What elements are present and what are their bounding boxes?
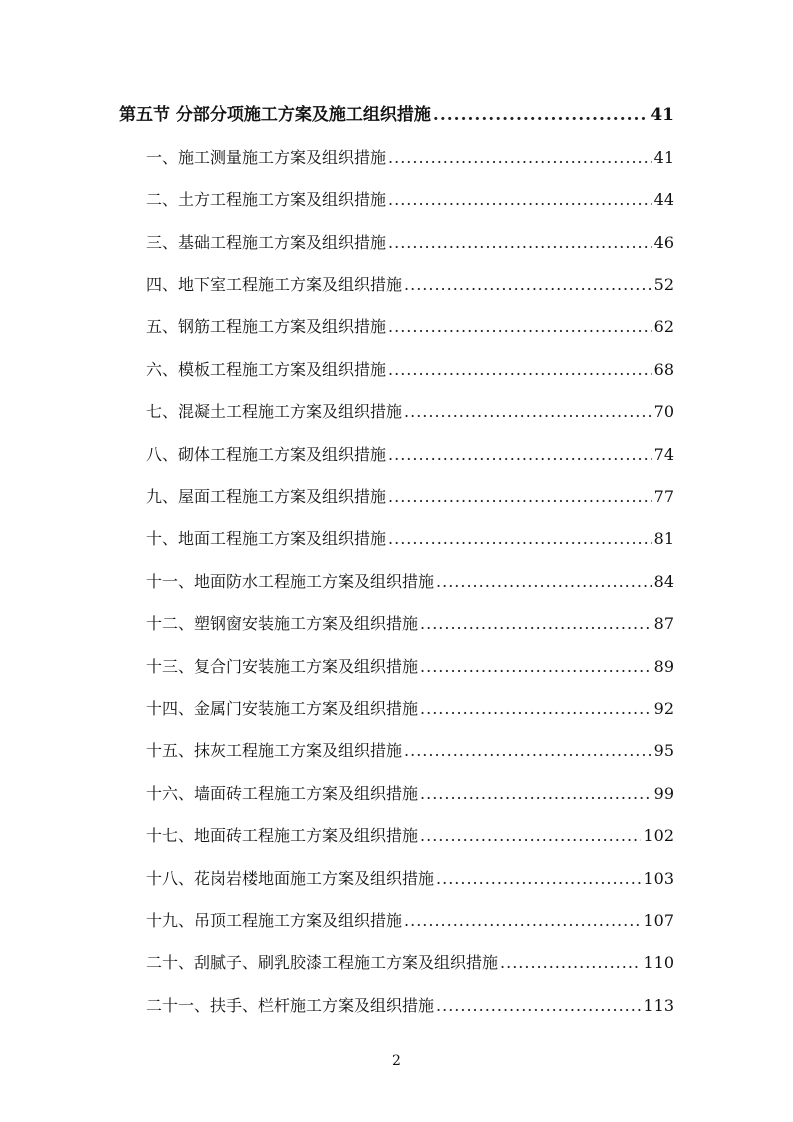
toc-entry-page: 87 xyxy=(653,614,674,633)
toc-entry-page: 113 xyxy=(643,996,674,1015)
toc-leader-dots xyxy=(436,867,641,891)
toc-section-page: 41 xyxy=(650,105,674,125)
toc-entry-page: 89 xyxy=(653,657,674,676)
toc-entry-page: 62 xyxy=(653,317,674,336)
toc-entry-title: 十二、塑钢窗安装施工方案及组织措施 xyxy=(146,614,419,633)
toc-entry[interactable] xyxy=(146,188,674,212)
toc-entry[interactable] xyxy=(146,231,674,255)
toc-entry-page: 92 xyxy=(653,699,674,718)
toc-entry[interactable] xyxy=(146,782,674,806)
toc-leader-dots xyxy=(420,697,652,721)
toc-leader-dots xyxy=(388,231,652,255)
toc-entry-page: 70 xyxy=(653,402,674,421)
toc-entry-title: 十七、地面砖工程施工方案及组织措施 xyxy=(146,826,419,845)
toc-entry-page: 102 xyxy=(643,826,674,845)
page-number: 2 xyxy=(392,1053,401,1069)
toc-entry[interactable] xyxy=(146,655,674,679)
toc-leader-dots xyxy=(388,443,652,467)
toc-entry-title: 二、土方工程施工方案及组织措施 xyxy=(146,190,387,209)
toc-entry[interactable] xyxy=(146,697,674,721)
toc-leader-dots xyxy=(433,103,648,127)
toc-leader-dots xyxy=(388,188,652,212)
toc-leader-dots xyxy=(404,400,652,424)
toc-entry[interactable] xyxy=(146,527,674,551)
toc-entry-title: 七、混凝土工程施工方案及组织措施 xyxy=(146,402,403,421)
toc-entry[interactable] xyxy=(146,951,674,975)
toc-entry-title: 二十、刮腻子、刷乳胶漆工程施工方案及组织措施 xyxy=(146,953,499,972)
toc-entry-page: 41 xyxy=(653,148,674,167)
toc-leader-dots xyxy=(404,739,652,763)
toc-entry[interactable] xyxy=(146,994,674,1018)
toc-entry-title: 五、钢筋工程施工方案及组织措施 xyxy=(146,317,387,336)
toc-entry-page: 81 xyxy=(653,529,674,548)
toc-leader-dots xyxy=(388,527,652,551)
toc-entry-title: 十六、墙面砖工程施工方案及组织措施 xyxy=(146,784,419,803)
toc-entry-title: 十、地面工程施工方案及组织措施 xyxy=(146,529,387,548)
toc-entry[interactable] xyxy=(146,824,674,848)
toc-entry-page: 44 xyxy=(653,190,674,209)
toc-entry[interactable] xyxy=(146,570,674,594)
toc-entry[interactable] xyxy=(146,867,674,891)
toc-leader-dots xyxy=(500,951,641,975)
toc-entry-title: 十九、吊顶工程施工方案及组织措施 xyxy=(146,911,403,930)
toc-entry-page: 46 xyxy=(653,233,674,252)
toc-entry-page: 107 xyxy=(643,911,674,930)
toc-entry[interactable] xyxy=(146,400,674,424)
toc-leader-dots xyxy=(420,612,652,636)
toc-leader-dots xyxy=(420,824,641,848)
toc-entry-page: 95 xyxy=(653,741,674,760)
toc-entry-page: 74 xyxy=(653,445,674,464)
toc-entry[interactable] xyxy=(146,443,674,467)
toc-leader-dots xyxy=(388,485,652,509)
toc-entry-title: 六、模板工程施工方案及组织措施 xyxy=(146,360,387,379)
toc-leader-dots xyxy=(388,315,652,339)
toc-leader-dots xyxy=(404,273,652,297)
toc-entry[interactable] xyxy=(146,485,674,509)
toc-entry-title: 九、屋面工程施工方案及组织措施 xyxy=(146,487,387,506)
toc-entry-page: 99 xyxy=(653,784,674,803)
toc-entry[interactable] xyxy=(146,739,674,763)
toc-entry-page: 110 xyxy=(643,953,674,972)
toc-entry-page: 84 xyxy=(653,572,674,591)
toc-entry-title: 四、地下室工程施工方案及组织措施 xyxy=(146,275,403,294)
toc-entry-page: 103 xyxy=(643,869,674,888)
toc-entry-title: 十四、金属门安装施工方案及组织措施 xyxy=(146,699,419,718)
toc-entry-title: 八、砌体工程施工方案及组织措施 xyxy=(146,445,387,464)
toc-entry-title: 十五、抹灰工程施工方案及组织措施 xyxy=(146,741,403,760)
toc-entry-page: 52 xyxy=(653,275,674,294)
toc-leader-dots xyxy=(436,994,641,1018)
toc-entry[interactable] xyxy=(146,273,674,297)
toc-leader-dots xyxy=(388,358,652,382)
toc-entry-title: 二十一、扶手、栏杆施工方案及组织措施 xyxy=(146,996,435,1015)
toc-entry-page: 68 xyxy=(653,360,674,379)
toc-leader-dots xyxy=(420,655,652,679)
toc-leader-dots xyxy=(388,146,652,170)
toc-entry[interactable] xyxy=(146,315,674,339)
toc-section-entry[interactable] xyxy=(119,103,674,127)
toc-leader-dots xyxy=(436,570,652,594)
toc-entry-page: 77 xyxy=(653,487,674,506)
toc-entry[interactable] xyxy=(146,909,674,933)
toc-entry-title: 十三、复合门安装施工方案及组织措施 xyxy=(146,657,419,676)
toc-entry-title: 十一、地面防水工程施工方案及组织措施 xyxy=(146,572,435,591)
toc-entry-title: 一、施工测量施工方案及组织措施 xyxy=(146,148,387,167)
toc-section-title: 第五节 分部分项施工方案及施工组织措施 xyxy=(119,105,431,125)
toc-entry[interactable] xyxy=(146,358,674,382)
toc-leader-dots xyxy=(404,909,641,933)
toc-entry-title: 三、基础工程施工方案及组织措施 xyxy=(146,233,387,252)
toc-leader-dots xyxy=(420,782,652,806)
toc-entry[interactable] xyxy=(146,146,674,170)
toc-entry[interactable] xyxy=(146,612,674,636)
toc-entry-title: 十八、花岗岩楼地面施工方案及组织措施 xyxy=(146,869,435,888)
